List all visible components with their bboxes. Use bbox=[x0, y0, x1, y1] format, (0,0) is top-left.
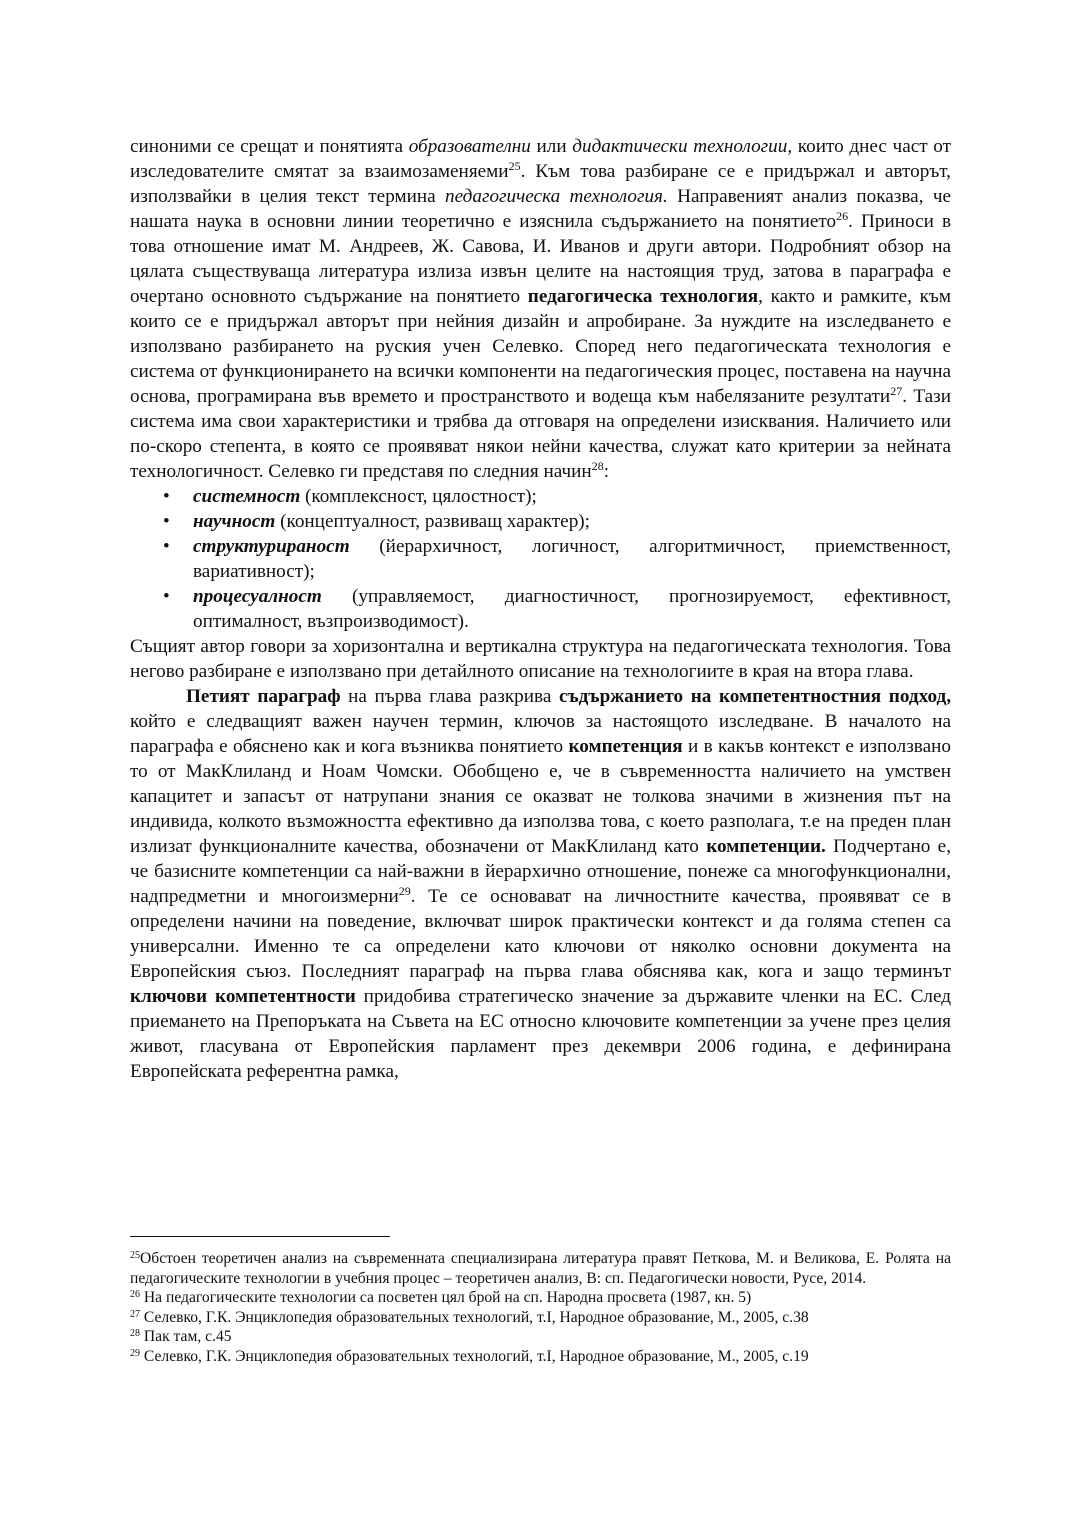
footnote-ref-26: 26 bbox=[836, 209, 849, 223]
footnote-text: На педагогическите технологии са посветен цял брой на сп. Народна просвета (1987, кн. 5) bbox=[140, 1289, 752, 1306]
italic-term-didactic-technologies: дидактически технологии, bbox=[572, 136, 793, 157]
text-run: . Приноси в това отношение имат М. Андреев, Ж. Савова, И. Иванов и други автори. Подробният обзор на цялата съществуваща литература излиза извън целите на настоящия труд, затова в параграфа е очертано основното съдържание на понятието bbox=[130, 211, 951, 307]
footnote-ref-27: 27 bbox=[890, 384, 903, 398]
criteria-description: (управляемост, диагностичност, прогнозируемост, ефективност, оптималност, възпроизводимост). bbox=[193, 586, 951, 632]
footnote-25 bbox=[130, 1249, 951, 1288]
text-run: . Те се основават на личностните качества, проявяват се в определени начини на поведение, включват широк практически контекст и да голяма степен са универсални. Именно те са определени като ключови от няколко основни документа на Европейския съюз. Последният параграф на първа глава обяснява как, кога и защо терминът bbox=[130, 886, 952, 982]
text-run: . Към това разбиране се е придържал и авторът, използвайки в целия текст термина bbox=[130, 161, 951, 207]
text-run: които днес част от изследователите смятат за взаимозаменяеми bbox=[130, 136, 951, 182]
criteria-description: (концептуалност, развиващ характер); bbox=[275, 511, 591, 532]
bold-competence-approach: съдържанието на компетентностния подход, bbox=[558, 686, 951, 707]
bold-term-pedagogical-technology: педагогическа технология bbox=[527, 286, 759, 307]
criteria-term: структурираност bbox=[193, 536, 350, 557]
bullet-icon: • bbox=[163, 536, 170, 557]
italic-term-educational: образователни bbox=[408, 136, 531, 157]
bullet-icon: • bbox=[163, 511, 170, 532]
footnote-number: 29 bbox=[130, 1347, 140, 1359]
criteria-list bbox=[130, 484, 951, 634]
text-run: придобива стратегическо значение за държавите членки на ЕС. След приемането на Препоръката на Съвета на ЕС относно ключовите компетенции за учене през целия живот, гласувана от Европейския парламент през декември 2006 година, е дефинирана Европейската референтна рамка, bbox=[130, 986, 951, 1082]
footnote-text: Пак там, с.45 bbox=[140, 1328, 232, 1345]
list-item bbox=[163, 534, 951, 584]
footnote-26 bbox=[130, 1288, 951, 1308]
text-run: Направеният анализ показва, че нашата наука в основни линии теоретично е изяснила съдържанието на понятието bbox=[130, 186, 951, 232]
text-run: : bbox=[603, 461, 610, 482]
footnote-ref-28: 28 bbox=[591, 459, 604, 473]
footnotes bbox=[130, 1249, 951, 1366]
text-run: който е следващият важен научен термин, ключов за настоящото изследване. В началото на параграфа е обяснено как и кога възниква понятието bbox=[130, 711, 951, 757]
footnote-text: Обстоен теоретичен анализ на съвременната специализирана литература правят Петкова, М. и Великова, Е. Ролята на педагогическите технологии в учебния процес – теоретичен анализ, В: сп. Педагогически новости, Русе, 2014. bbox=[130, 1250, 951, 1287]
text-run: , както и рамките, към които се е придържал авторът при нейния дизайн и апробиране. За нуждите на изследването е използвано разбирането на руския учен Селевко. Според него педагогическата технология е система от функционирането на всички компоненти на педагогическия процес, поставена на научна основа, програмирана във времето и пространството и водеща към набелязаните резултати bbox=[130, 286, 952, 407]
footnote-ref-25: 25 bbox=[508, 159, 521, 173]
text-run: и в какъв контекст е използвано то от МакКлиланд и Ноам Чомски. Обобщено е, че в съвременността наличието на умствен капацитет и запасът от натрупани знания се оказват не толкова значими в жизнения път на индивида, колкото възможността ефективно да използва това, с което разполага, т.е на преден план излизат функционалните качества, обозначени от МакКлиланд като bbox=[130, 736, 951, 857]
criteria-description: (комплексност, цялостност); bbox=[300, 486, 537, 507]
footnote-27 bbox=[130, 1308, 951, 1328]
list-item bbox=[163, 584, 951, 634]
text-run: или bbox=[530, 136, 573, 157]
bullet-icon: • bbox=[163, 486, 170, 507]
criteria-term: процесуалност bbox=[193, 586, 322, 607]
footnote-number: 26 bbox=[130, 1289, 140, 1300]
footnote-28 bbox=[130, 1327, 951, 1347]
footnote-number: 27 bbox=[130, 1308, 140, 1320]
bold-term-competence: компетенция bbox=[568, 736, 683, 757]
footnote-ref-29: 29 bbox=[398, 884, 411, 898]
text-run: . Тази система има свои характеристики и трябва да отговаря на определени изисквания. Наличието или по-скоро степента, в която се проявяват някои нейни качества, служат като критерии за нейната технологичност. Селевко ги представя по следния начин bbox=[130, 386, 951, 482]
bold-term-key-competences: ключови компетентности bbox=[130, 986, 356, 1007]
list-item bbox=[163, 509, 951, 534]
text-run: на първа глава разкрива bbox=[340, 686, 559, 707]
criteria-term: научност bbox=[193, 511, 276, 532]
footnote-number: 25 bbox=[130, 1250, 140, 1261]
bullet-icon: • bbox=[163, 586, 170, 607]
footnote-text: Селевко, Г.К. Энциклопедия образовательных технологий, т.I, Народное образование, М., 2005, с.38 bbox=[140, 1308, 809, 1326]
criteria-description: (йерархичност, логичност, алгоритмичност, приемственност, вариативност); bbox=[193, 536, 951, 582]
footnote-number: 28 bbox=[130, 1328, 140, 1339]
footnote-separator bbox=[130, 1236, 390, 1237]
footnote-text: Селевко, Г.К. Энциклопедия образовательных технологий, т.I, Народное образование, М., 2005, с.19 bbox=[140, 1347, 809, 1365]
paragraph-competence-approach bbox=[130, 684, 951, 1084]
bold-fifth-paragraph: Петият параграф bbox=[186, 686, 341, 707]
bold-term-competences: компетенции. bbox=[706, 836, 826, 857]
text-run: Подчертано е, че базисните компетенции са най-важни в йерархично отношение, понеже са многофункционални, надпредметни и многоизмерни bbox=[130, 836, 951, 907]
paragraph-pedagogical-technology bbox=[130, 134, 951, 484]
main-text bbox=[130, 134, 951, 1084]
list-item bbox=[163, 484, 951, 509]
italic-term-pedagogical-technology: педагогическа технология. bbox=[445, 186, 668, 207]
paragraph-structure: Същият автор говори за хоризонтална и вертикална структура на педагогическата технология. Това негово разбиране е използвано при детайлното описание на технологиите в края на втора глава. bbox=[130, 636, 951, 682]
text-run: синоними се срещат и понятията bbox=[130, 136, 409, 157]
footnote-29 bbox=[130, 1347, 951, 1367]
criteria-term: системност bbox=[193, 486, 301, 507]
